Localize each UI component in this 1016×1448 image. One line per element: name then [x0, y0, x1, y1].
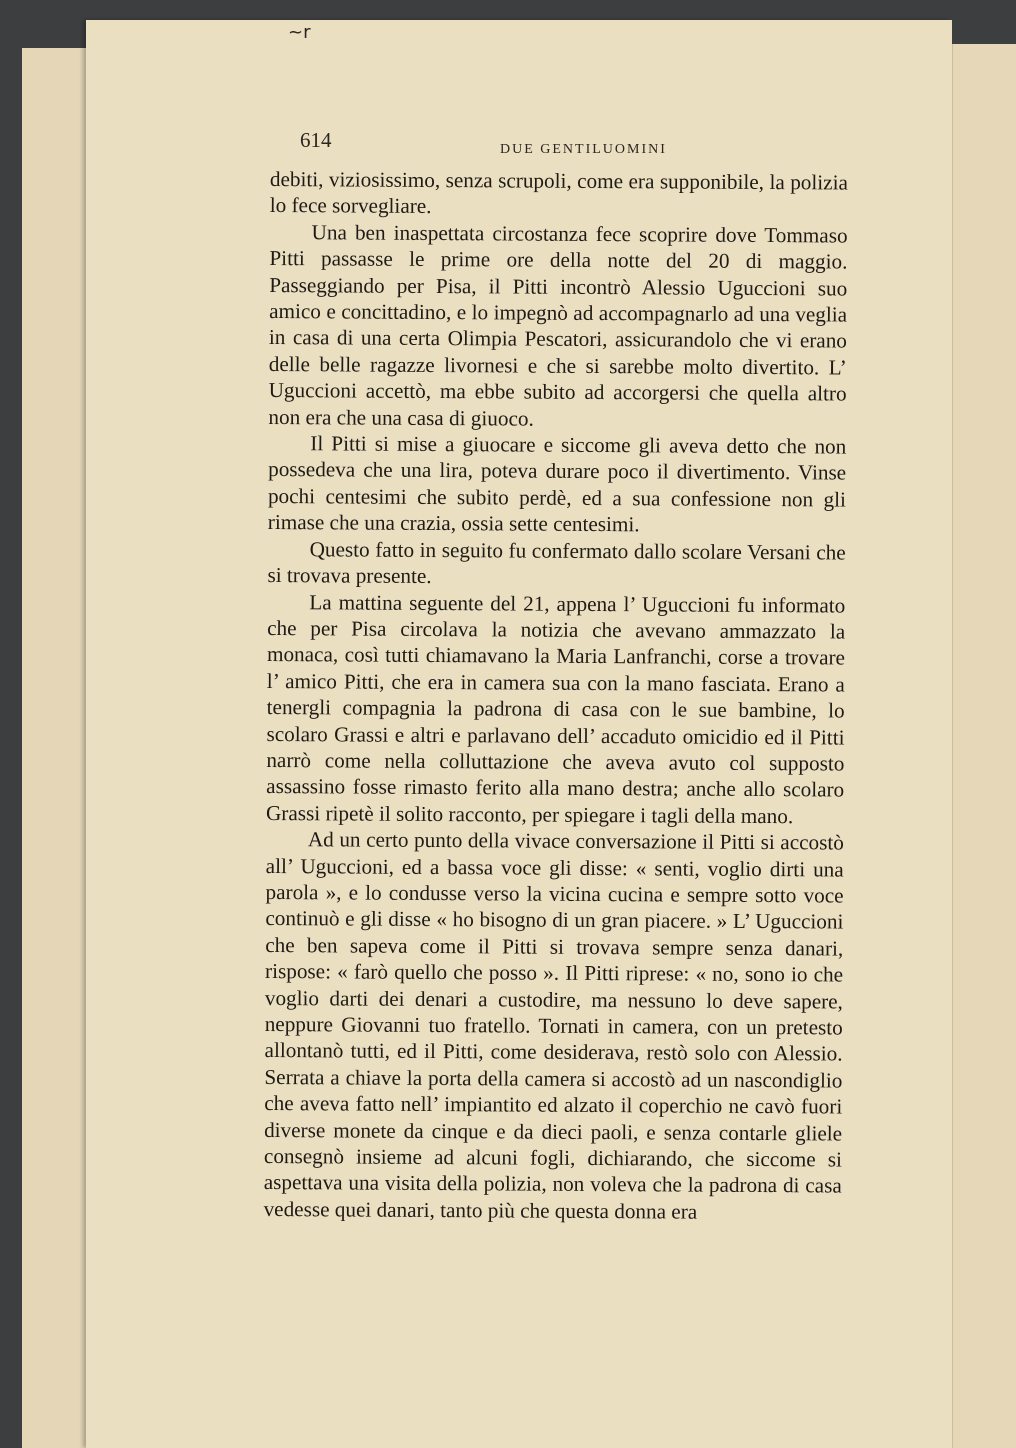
- paragraph: Il Pitti si mise a giuocare e siccome gli aveva detto che non possedeva che una lira, poteva durare poco il divertimento. Vinse pochi centesimi che subito perdè, ed a sua confessione non gli rimase che una crazia, ossia sette centesimi.: [267, 431, 847, 537]
- body-text: [264, 166, 848, 1226]
- paragraph: debiti, viziosissimo, senza scrupoli, come era supponibile, la polizia lo fece sorvegliare.: [269, 166, 848, 219]
- paragraph: Questo fatto in seguito fu confermato dallo scolare Versani che si trovava presente.: [267, 536, 846, 589]
- pencil-mark: ~r: [288, 22, 311, 43]
- paragraph: Ad un certo punto della vivace conversazione il Pitti si accostò all’ Uguccioni, ed a bassa voce gli disse: « senti, voglio dirti una parola », e lo condusse verso la vicina cucina e sempre sotto voce continuò e gli disse « ho bisogno di un gran piacere. » L’ Uguccioni che ben sapeva come il Pitti si trovava sempre senza danari, rispose: « farò quello che posso ». Il Pitti riprese: « no, sono io che voglio darti dei denari a custodire, ma nessuno lo deve sapere, neppure Giovanni tuo fratello. Tornati in camera, con un pretesto allontanò tutti, ed il Pitti, come desiderava, restò solo con Alessio. Serrata a chiave la porta della camera si accostò ad un nascondiglio che aveva fatto nell’ impiantito ed alzato il coperchio ne cavò fuori diverse monete da cinque e da dieci paoli, e senza contarle gliele consegnò insieme ad alcuni fogli, dichiarando, che siccome si aspettava una visita della polizia, non voleva che la padrona di casa vedesse quei danari, tanto più che questa donna era: [263, 827, 844, 1224]
- running-head: DUE GENTILUOMINI: [500, 142, 667, 157]
- paragraph: Una ben inaspettata circostanza fece scoprire dove Tommaso Pitti passasse le prime ore della notte del 20 di maggio. Passeggiando per Pisa, il Pitti incontrò Alessio Uguccioni suo amico e concittadino, e lo impegnò ad accompagnarlo ad una veglia in casa di una certa Olimpia Pescatori, assicurandolo che vi erano delle belle ragazze livornesi e che si sarebbe molto divertito. L’ Uguccioni accettò, ma ebbe subito ad accorgersi che quella altro non era che una casa di giuoco.: [268, 220, 848, 431]
- adjacent-page-edge: [952, 44, 1016, 1448]
- page-number: 614: [300, 128, 332, 152]
- paragraph: La mattina seguente del 21, appena l’ Uguccioni fu informato che per Pisa circolava la notizia che avevano ammazzato la monaca, così tutti chiamavano la Maria Lanfranchi, corse a trovare l’ amico Pitti, che era in camera sua con la mano fasciata. Erano a tenergli compagnia la padrona di casa con le sue bambine, lo scolaro Grassi e altri e parlavano dell’ accaduto omicidio ed il Pitti narrò come nella colluttazione che aveva avuto col supposto assassino fosse rimasto ferito alla mano destra; anche allo scolaro Grassi ripetè il solito racconto, per spiegare i tagli della mano.: [265, 589, 846, 828]
